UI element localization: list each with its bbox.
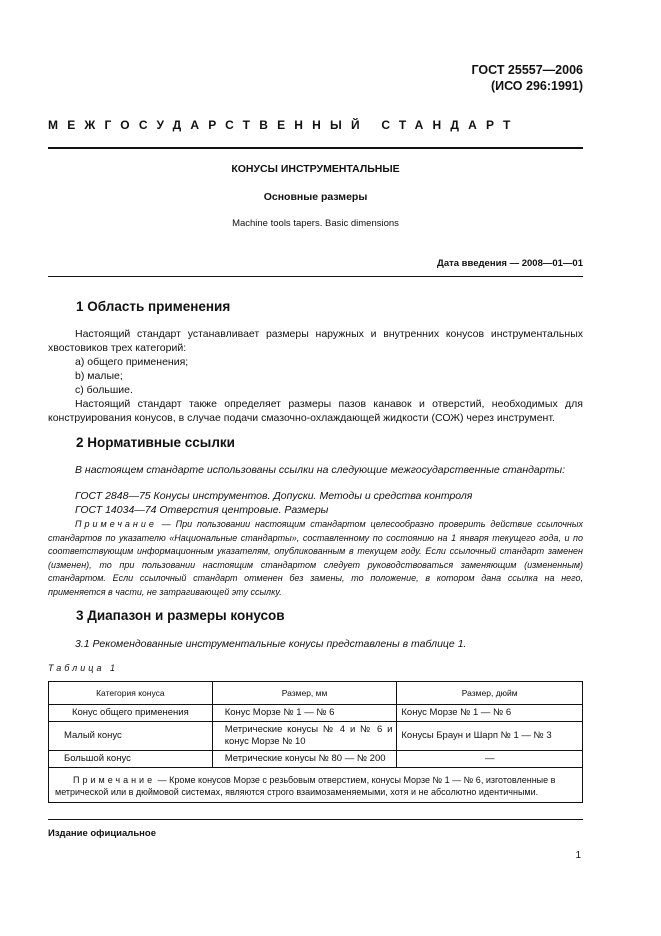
table-header-cell: Категория конуса [49,682,213,705]
reference-gost-14034: ГОСТ 14034—74 Отверстия центровые. Размеры [75,504,329,516]
list-item-c: c) большие. [75,384,133,396]
note-text: — При пользовании настоящим стандартом целесообразно проверить действие ссылочных стандартов по указателю «Национальные стандарты», составленному по состоянию на 1 января текущего года, и по соответствующим информационным указателям, опубликованным в текущем году. Если ссылочный стандарт заменен (изменен), то при пользовании настоящим стандартом следует руководствоваться заменяющим (измененным) стандартом. Если ссылочный стандарт отменен без замены, то положение, в котором дана ссылка на него, применяется в части, не затрагивающей эту ссылку. [48,519,583,597]
section-1-paragraph: Настоящий стандарт устанавливает размеры наружных и внутренних конусов инструментальных хвостовиков трех категорий: [48,328,583,354]
list-item-b: b) малые; [75,370,123,382]
document-subtitle: Основные размеры [263,191,368,203]
section-1-paragraph-2: Настоящий стандарт также определяет размеры пазов канавок и отверстий, необходимых для конструирования конусов, в случае подачи смазочно-охлаждающей жидкости (СОЖ) через инструмент. [48,398,583,424]
table-cell: Малый конус [49,722,213,751]
standard-code [471,62,583,94]
footer-divider [48,819,583,820]
table-row [49,722,583,751]
official-edition-label: Издание официальное [48,828,156,839]
table-note-text: — Кроме конусов Морзе с резьбовым отверстием, конусы Морзе № 1 — № 6, изготовленные в метрической или в дюймовой системах, являются строго взаимозаменяемыми, хотя и не абсолютно идентичными. [55,775,556,797]
table-cell: Метрические конусы № 80 — № 200 [212,751,397,768]
table-header-cell: Размер, мм [212,682,397,705]
table-note-row [49,768,583,803]
table-row [49,751,583,768]
section-2-heading: 2 Нормативные ссылки [76,435,235,450]
section-1-heading: 1 Область применения [76,299,231,314]
table-cell: Метрические конусы № 4 и № 6 и конус Морзе № 10 [212,722,397,751]
table-cell: Конусы Браун и Шарп № 1 — № 3 [397,722,583,751]
section-2-note [48,518,583,599]
iso-number: (ИСО 296:1991) [490,79,583,93]
effective-date: Дата введения — 2008—01—01 [437,258,583,269]
table-cell: Конус общего применения [49,705,213,722]
table-header-cell: Размер, дюйм [397,682,583,705]
section-2-paragraph: В настоящем стандарте использованы ссылки на следующие межгосударственные стандарты: [75,464,565,476]
standard-number: ГОСТ 25557—2006 [471,63,583,77]
reference-gost-2848: ГОСТ 2848—75 Конусы инструментов. Допуски. Методы и средства контроля [75,490,473,502]
table-cell: — [397,751,583,768]
header-divider [48,147,583,149]
section-3-heading: 3 Диапазон и размеры конусов [76,608,285,623]
document-title: КОНУСЫ ИНСТРУМЕНТАЛЬНЫЕ [231,163,400,175]
section-3-paragraph: 3.1 Рекомендованные инструментальные конусы представлены в таблице 1. [75,638,467,650]
date-divider [48,276,583,277]
page-number: 1 [575,850,581,861]
standard-type-header: МЕЖГОСУДАРСТВЕННЫЙ СТАНДАРТ [48,118,520,132]
note-label: Примечание [75,519,157,529]
table-label: Таблица 1 [48,663,119,673]
table-note [49,768,583,803]
tapers-table [48,681,583,803]
document-title-english: Machine tools tapers. Basic dimensions [232,218,399,229]
table-cell: Конус Морзе № 1 — № 6 [212,705,397,722]
table-note-label: Примечание [73,775,156,785]
list-item-a: a) общего применения; [75,356,189,368]
table-row [49,705,583,722]
table-header-row [49,682,583,705]
table-cell: Большой конус [49,751,213,768]
table-cell: Конус Морзе № 1 — № 6 [397,705,583,722]
